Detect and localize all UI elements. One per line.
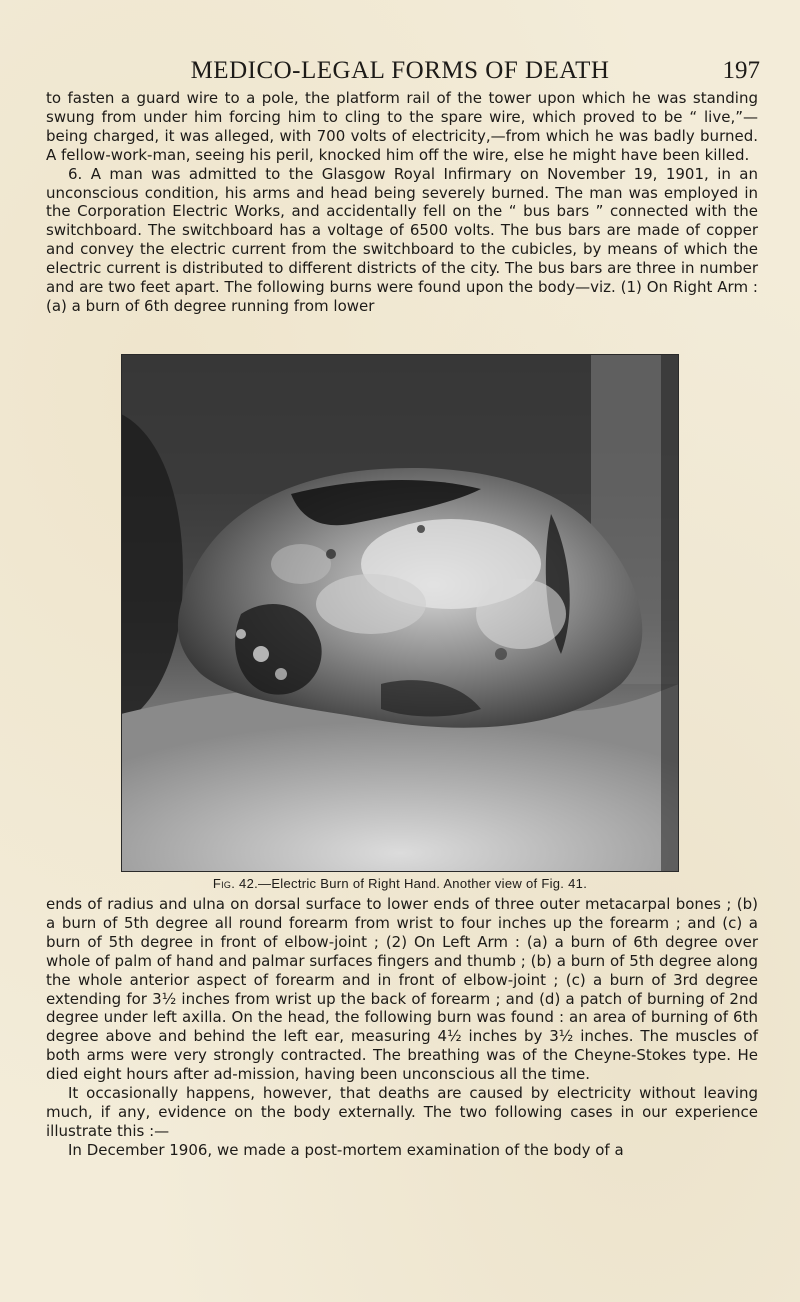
paragraph-continuation: to fasten a guard wire to a pole, the platform rail of the tower upon which he was standing swung from under him forcing him to cling to the spare wire, which proved to be “ live,”—being charged, it was alleged, with 700 volts of electricity,—from which he was badly burned. A fellow-work-man, seeing his peril, knocked him off the wire, else he might have been killed. xyxy=(46,89,758,164)
paragraph-continued-case-6: ends of radius and ulna on dorsal surface to lower ends of three outer metacarpal bones ; (b) a burn of 5th degree all round forearm from wrist to four inches up the forearm ; and (c) a burn of 5th degree in front of elbow-joint ; (2) On Left Arm : (a) a burn of 6th degree over whole of palm of hand and palmar surfaces fingers and thumb ; (b) a burn of 5th degree along the whole anterior aspect of forearm and in front of elbow-joint ; (c) a burn of 3rd degree extending for 3½ inches from wrist up the back of forearm ; and (d) a patch of burning of 2nd degree under left axilla. On the head, the following burn was found : an area of burning of 6th degree above and behind the left ear, measuring 4½ inches by 3½ inches. The muscles of both arms were very strongly contracted. The breathing was of the Cheyne-Stokes type. He died eight hours after ad-mission, having been unconscious all the time. xyxy=(46,895,758,1084)
figure-label: Fig. 42. xyxy=(212,876,259,891)
burned-hand-photo xyxy=(121,354,679,872)
figure-photograph xyxy=(121,354,679,872)
paragraph-case-6: 6. A man was admitted to the Glasgow Royal Infirmary on November 19, 1901, in an unconscious condition, his arms and head being severely burned. The man was employed in the Corporation Electric Works, and accidentally fell on the “ bus bars ” connected with the switchboard. The switchboard has a voltage of 6500 volts. The bus bars are made of copper and convey the electric current from the switchboard to the cubicles, by means of which the electric current is distributed to different districts of the city. The bus bars are three in number and are two feet apart. The following burns were found upon the body—viz. (1) On Right Arm : (a) a burn of 6th degree running from lower xyxy=(46,164,758,315)
running-title: MEDICO-LEGAL FORMS OF DEATH xyxy=(190,57,610,84)
paragraph-december-1906: In December 1906, we made a post-mortem examination of the body of a xyxy=(68,1140,624,1159)
running-header xyxy=(0,56,800,86)
bottom-text-block xyxy=(46,895,758,1160)
paragraph-electricity-no-evidence: It occasionally happens, however, that deaths are caused by electricity without leaving much, if any, evidence on the body externally. The two following cases in our experience illustrate this :— xyxy=(46,1084,758,1140)
figure-caption xyxy=(0,876,800,891)
page-number: 197 xyxy=(722,57,760,84)
figure-caption-text: —Electric Burn of Right Hand. Another view of Fig. 41. xyxy=(258,876,588,891)
top-text-block xyxy=(46,89,758,316)
